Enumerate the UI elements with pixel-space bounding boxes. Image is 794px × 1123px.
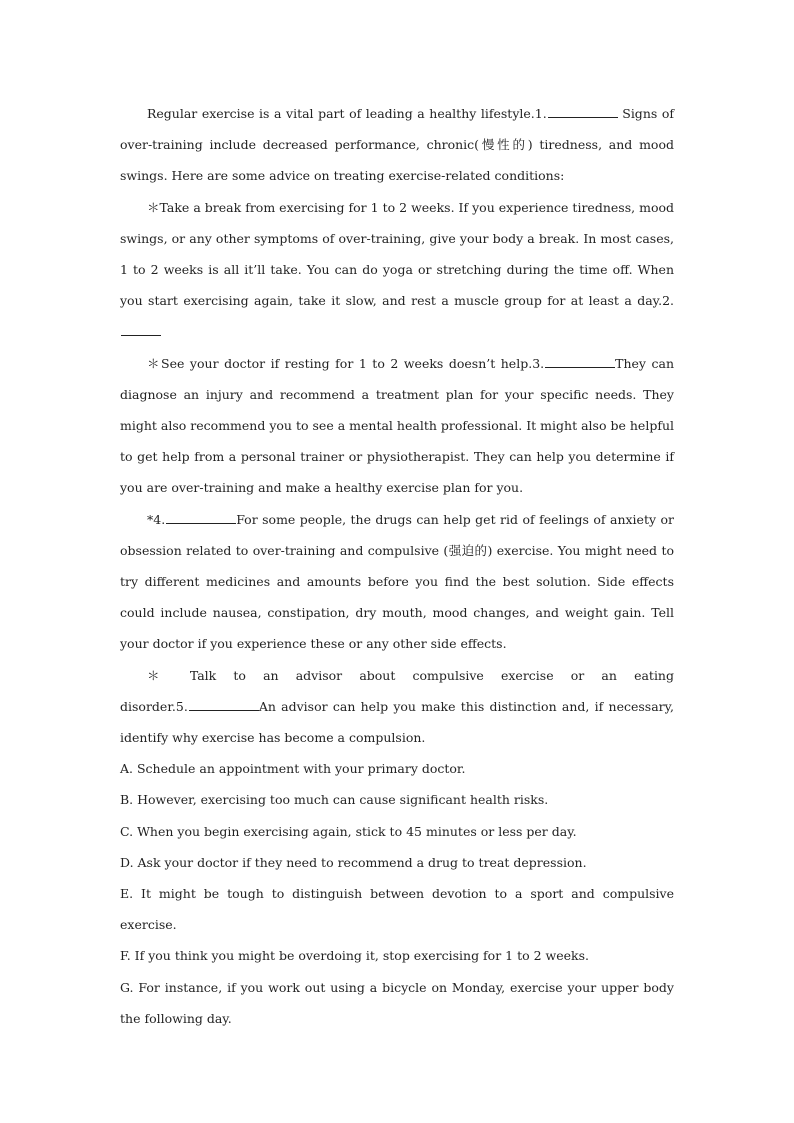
option-b: B. However, exercising too much can cause significant health risks. — [120, 792, 549, 808]
answer-blank-1[interactable] — [548, 104, 618, 118]
answer-blank-4[interactable] — [166, 510, 236, 524]
intro-text: Regular exercise is a vital part of leading a healthy lifestyle. — [147, 106, 535, 121]
intro-rest: Signs of over-training include decreased performance, chronic(慢性的) tiredness, and mood swings. Here are some advice on treating exercise-related conditions: — [120, 106, 674, 184]
option-a: A. Schedule an appointment with your primary doctor. — [120, 761, 466, 777]
blank-number-4: 4. — [153, 511, 166, 527]
option-e: E. It might be tough to distinguish between devotion to a sport and compulsive exercise. — [120, 886, 674, 933]
tip-3-rest: For some people, the drugs can help get rid of feelings of anxiety or obsession related to over-training and compulsive (强迫的) exercise. You might need to try different medicines and amounts before you find the best solution. Side effects could include nausea, constipation, dry mouth, mood changes, and weight gain. Tell your doctor if you experience these or any other side effects. — [120, 511, 674, 652]
intro-paragraph — [120, 98, 674, 192]
tip-2-rest: They can diagnose an injury and recommend a treatment plan for your specific needs. They might also recommend you to see a mental health professional. It might also be helpful to get help from a personal trainer or physiotherapist. They can help you determine if you are over-training and make a healthy exercise plan for you. — [120, 355, 674, 496]
tip-4-rest: An advisor can help you make this distinction and, if necessary, identify why exercise has become a compulsion. — [120, 698, 674, 746]
blank-number-5: 5. — [175, 698, 188, 714]
option-g: G. For instance, if you work out using a bicycle on Monday, exercise your upper body the following day. — [120, 979, 674, 1026]
tip-2-paragraph — [120, 348, 674, 504]
tip-1-text: ＊Take a break from exercising for 1 to 2 weeks. If you experience tiredness, mood swings, or any other symptoms of over-training, give your body a break. In most cases, 1 to 2 weeks is all it’ll take. You can do yoga or stretching during the time off. When you start exercising again, take it slow, and rest a muscle group for at least a day. — [120, 199, 674, 309]
tip-3-paragraph — [120, 504, 674, 660]
blank-number-1: 1. — [534, 106, 547, 121]
answer-blank-3[interactable] — [545, 354, 615, 368]
tip-3-prefix: * — [147, 511, 154, 527]
tip-4-paragraph — [120, 691, 674, 753]
blank-number-3: 3. — [532, 355, 545, 371]
option-f: F. If you think you might be overdoing it, stop exercising for 1 to 2 weeks. — [120, 948, 589, 964]
tip-4-line-1: ＊ Talk to an advisor about compulsive exercise or an eating — [147, 667, 674, 683]
tip-1-paragraph — [120, 192, 674, 348]
blank-number-2: 2. — [662, 293, 674, 309]
option-d: D. Ask your doctor if they need to recommend a drug to treat depression. — [120, 854, 587, 870]
tip-4-start: disorder. — [120, 698, 176, 714]
tip-2-text: ＊See your doctor if resting for 1 to 2 weeks doesn’t help. — [147, 355, 533, 371]
answer-blank-5[interactable] — [189, 697, 259, 711]
answer-blank-2[interactable] — [121, 322, 161, 336]
option-c: C. When you begin exercising again, stick to 45 minutes or less per day. — [120, 823, 577, 839]
